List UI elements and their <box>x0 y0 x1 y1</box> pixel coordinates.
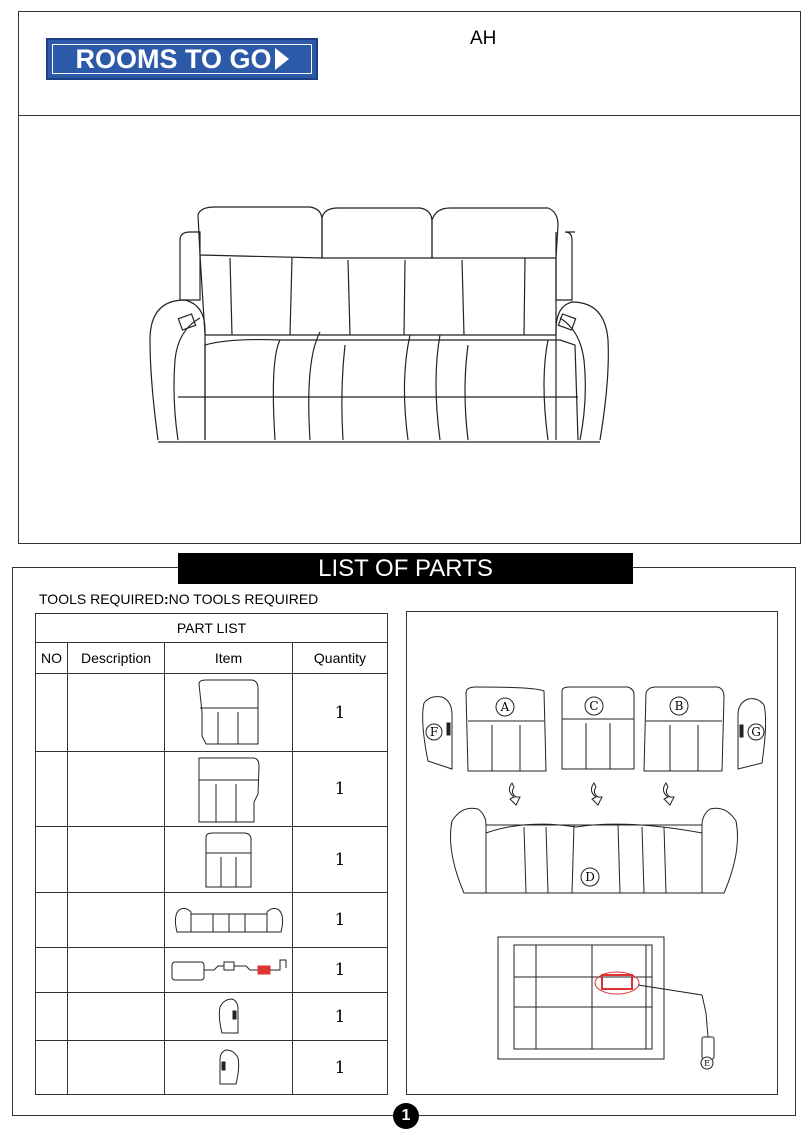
row-quantity: 1 <box>293 674 388 752</box>
row-description <box>68 752 165 827</box>
row-item <box>165 674 293 752</box>
row-quantity: 1 <box>293 893 388 948</box>
row-no <box>36 752 68 827</box>
row-description <box>68 827 165 893</box>
label-b: B <box>674 699 684 713</box>
row-item <box>165 993 293 1041</box>
down-arrow-icon <box>509 783 520 805</box>
row-quantity: 1 <box>293 993 388 1041</box>
label-a: A <box>500 700 510 714</box>
tools-required-line: TOOLS REQUIRED:NO TOOLS REQUIRED <box>39 591 319 607</box>
middle-back-cushion-icon <box>203 831 255 889</box>
table-row <box>36 893 388 948</box>
left-arm-icon <box>216 997 242 1037</box>
row-no <box>36 1041 68 1095</box>
row-no <box>36 948 68 993</box>
back-cushion-right-icon <box>194 754 264 824</box>
column-header-item: Item <box>165 643 293 674</box>
row-quantity: 1 <box>293 752 388 827</box>
page-number-badge: 1 <box>393 1103 419 1129</box>
table-row <box>36 674 388 752</box>
power-cable-icon <box>168 956 290 984</box>
sofa-base-icon <box>173 904 285 936</box>
label-d: D <box>585 870 595 884</box>
table-row <box>36 1041 388 1095</box>
row-item <box>165 752 293 827</box>
row-quantity: 1 <box>293 1041 388 1095</box>
label-e: E <box>704 1059 710 1068</box>
table-row <box>36 993 388 1041</box>
tools-value: NO TOOLS REQUIRED <box>168 591 319 607</box>
right-arm-icon <box>216 1048 242 1088</box>
row-description <box>68 948 165 993</box>
row-description <box>68 1041 165 1095</box>
sofa-illustration <box>0 0 808 545</box>
column-header-description: Description <box>68 643 165 674</box>
row-quantity: 1 <box>293 827 388 893</box>
brand-logo-text: ROOMS TO GO <box>75 43 272 74</box>
row-description <box>68 893 165 948</box>
tools-label: TOOLS REQUIRED <box>39 591 164 607</box>
part-list-table <box>35 613 388 1095</box>
row-item <box>165 893 293 948</box>
row-no <box>36 893 68 948</box>
back-cushion-with-arm-icon <box>194 678 264 748</box>
table-row <box>36 827 388 893</box>
row-no <box>36 674 68 752</box>
label-g: G <box>751 725 761 739</box>
row-description <box>68 674 165 752</box>
row-description <box>68 993 165 1041</box>
list-of-parts-banner: LIST OF PARTS <box>178 553 633 584</box>
row-quantity: 1 <box>293 948 388 993</box>
column-header-no: NO <box>36 643 68 674</box>
column-header-quantity: Quantity <box>293 643 388 674</box>
down-arrow-icon <box>591 783 602 805</box>
assembly-diagram <box>406 611 778 1095</box>
row-no <box>36 993 68 1041</box>
table-row <box>36 948 388 993</box>
underside-frame <box>498 937 664 1059</box>
part-list-title: PART LIST <box>36 614 388 643</box>
part-d-base <box>451 808 487 893</box>
row-item <box>165 827 293 893</box>
row-item <box>165 1041 293 1095</box>
row-no <box>36 827 68 893</box>
model-code: AH <box>470 28 497 49</box>
table-row <box>36 752 388 827</box>
label-c: C <box>589 699 599 713</box>
label-f: F <box>429 725 439 739</box>
down-arrow-icon <box>663 783 674 805</box>
row-item <box>165 948 293 993</box>
part-b-back <box>644 687 724 771</box>
